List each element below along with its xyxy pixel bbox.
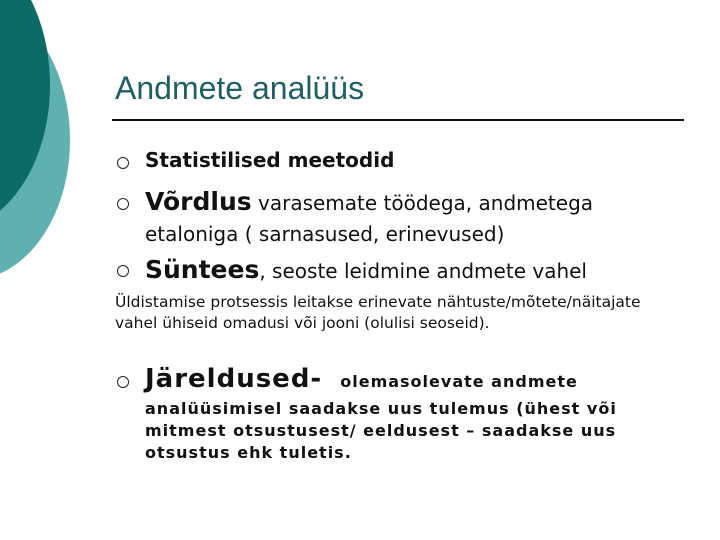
bullet-item-conclusions: [145, 364, 578, 394]
bullet-item-conclusions-continued: analüüsimisel saadakse uus tulemus (ühest või mitmest otsustusest/ eeldusest – saadakse uus otsustus ehk tuletis.: [145, 399, 617, 462]
bullet-circle-icon: [117, 157, 129, 169]
bullet-item-comparison: [145, 187, 593, 216]
bullet-text: , seoste leidmine andmete vahel: [259, 259, 587, 283]
slide-title: Andmete analüüs: [115, 70, 365, 106]
bullet-lead-word: Järeldused-: [145, 364, 323, 394]
bullet-item-statistics: Statistilised meetodid: [145, 148, 395, 172]
generalization-paragraph: Üldistamise protsessis leitakse erinevate nähtuste/mõtete/näitajate vahel ühiseid omadusi või jooni (olulisi seoseid).: [115, 293, 641, 332]
bullet-lead-word: Süntees: [145, 255, 260, 284]
title-divider: [112, 119, 684, 121]
bullet-circle-icon: [117, 265, 129, 277]
bullet-circle-icon: [117, 198, 129, 210]
bullet-item-synthesis: [145, 255, 587, 284]
bullet-circle-icon: [117, 376, 129, 388]
bullet-lead-word: Võrdlus: [145, 187, 252, 216]
bullet-text: olemasolevate andmete: [340, 372, 578, 391]
bullet-item-comparison-continued: etaloniga ( sarnasused, erinevused): [145, 222, 505, 246]
bullet-text: varasemate töödega, andmetega: [251, 191, 594, 215]
